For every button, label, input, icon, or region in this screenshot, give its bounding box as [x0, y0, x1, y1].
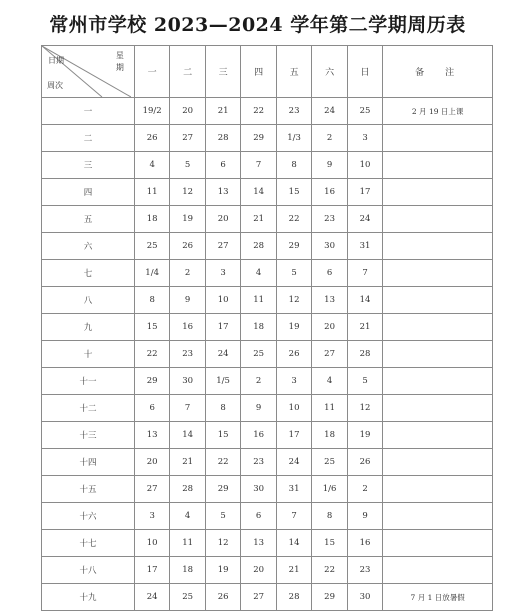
date-cell: 22: [241, 98, 276, 125]
date-cell: 28: [170, 476, 205, 503]
week-number-cell: 一: [42, 98, 135, 125]
date-cell: 11: [312, 395, 347, 422]
date-cell: 19: [205, 557, 240, 584]
table-row: [42, 395, 493, 422]
date-cell: 19: [276, 314, 311, 341]
note-cell: [383, 179, 493, 206]
date-cell: 25: [134, 233, 169, 260]
date-cell: 6: [134, 395, 169, 422]
date-cell: 24: [134, 584, 169, 611]
date-cell: 7: [347, 260, 382, 287]
note-cell: [383, 125, 493, 152]
date-cell: 23: [347, 557, 382, 584]
table-row: [42, 422, 493, 449]
date-cell: 8: [312, 503, 347, 530]
week-number-cell: 十六: [42, 503, 135, 530]
table-row: [42, 314, 493, 341]
page-title: 常州市学校 2023—2024 学年第二学期周历表: [49, 14, 466, 36]
date-cell: 25: [312, 449, 347, 476]
table-row: [42, 449, 493, 476]
table-row: [42, 260, 493, 287]
date-cell: 9: [241, 395, 276, 422]
date-cell: 17: [347, 179, 382, 206]
date-cell: 21: [241, 206, 276, 233]
date-cell: 15: [312, 530, 347, 557]
date-cell: 26: [170, 233, 205, 260]
table-row: [42, 179, 493, 206]
date-cell: 11: [241, 287, 276, 314]
date-cell: 19: [347, 422, 382, 449]
date-cell: 30: [312, 233, 347, 260]
date-cell: 26: [276, 341, 311, 368]
date-cell: 10: [205, 287, 240, 314]
date-cell: 25: [347, 98, 382, 125]
date-cell: 31: [347, 233, 382, 260]
date-cell: 21: [205, 98, 240, 125]
date-cell: 21: [347, 314, 382, 341]
date-cell: 2: [347, 476, 382, 503]
date-cell: 7: [276, 503, 311, 530]
date-cell: 30: [347, 584, 382, 611]
week-number-cell: 十一: [42, 368, 135, 395]
note-cell: [383, 503, 493, 530]
note-cell: [383, 233, 493, 260]
date-cell: 3: [276, 368, 311, 395]
date-cell: 24: [205, 341, 240, 368]
week-number-cell: 十五: [42, 476, 135, 503]
table-row: [42, 233, 493, 260]
note-cell: [383, 476, 493, 503]
date-cell: 2: [312, 125, 347, 152]
day-header-thu: 四: [241, 46, 276, 98]
date-cell: 11: [134, 179, 169, 206]
week-number-cell: 十九: [42, 584, 135, 611]
date-cell: 6: [241, 503, 276, 530]
date-cell: 8: [134, 287, 169, 314]
week-number-cell: 十七: [42, 530, 135, 557]
note-cell: [383, 449, 493, 476]
table-row: [42, 206, 493, 233]
date-cell: 3: [347, 125, 382, 152]
date-cell: 22: [312, 557, 347, 584]
date-cell: 22: [134, 341, 169, 368]
date-cell: 16: [241, 422, 276, 449]
date-cell: 10: [276, 395, 311, 422]
date-cell: 23: [241, 449, 276, 476]
week-number-cell: 九: [42, 314, 135, 341]
date-cell: 28: [205, 125, 240, 152]
date-cell: 20: [170, 98, 205, 125]
date-cell: 5: [205, 503, 240, 530]
week-number-cell: 四: [42, 179, 135, 206]
date-cell: 1/3: [276, 125, 311, 152]
date-cell: 21: [276, 557, 311, 584]
date-cell: 28: [347, 341, 382, 368]
day-header-sat: 六: [312, 46, 347, 98]
date-cell: 7: [170, 395, 205, 422]
day-header-sun: 日: [347, 46, 382, 98]
table-row: [42, 584, 493, 611]
calendar-body: [42, 98, 493, 611]
date-cell: 16: [312, 179, 347, 206]
date-cell: 12: [170, 179, 205, 206]
note-cell: [383, 314, 493, 341]
date-cell: 20: [134, 449, 169, 476]
date-cell: 3: [205, 260, 240, 287]
date-cell: 22: [276, 206, 311, 233]
date-cell: 23: [276, 98, 311, 125]
week-number-cell: 六: [42, 233, 135, 260]
table-row: [42, 368, 493, 395]
date-cell: 27: [170, 125, 205, 152]
date-cell: 13: [205, 179, 240, 206]
date-cell: 12: [276, 287, 311, 314]
date-cell: 20: [241, 557, 276, 584]
date-cell: 9: [170, 287, 205, 314]
table-row: [42, 152, 493, 179]
date-cell: 15: [276, 179, 311, 206]
week-number-cell: 十八: [42, 557, 135, 584]
table-row: [42, 503, 493, 530]
date-cell: 29: [312, 584, 347, 611]
week-number-cell: 十四: [42, 449, 135, 476]
date-cell: 3: [134, 503, 169, 530]
date-cell: 5: [347, 368, 382, 395]
table-row: [42, 287, 493, 314]
date-cell: 2: [241, 368, 276, 395]
table-row: [42, 476, 493, 503]
date-cell: 18: [312, 422, 347, 449]
date-cell: 30: [241, 476, 276, 503]
date-cell: 17: [276, 422, 311, 449]
date-cell: 13: [312, 287, 347, 314]
week-number-label: 周次: [47, 81, 63, 90]
date-cell: 28: [241, 233, 276, 260]
note-cell: [383, 368, 493, 395]
table-row: [42, 557, 493, 584]
date-cell: 11: [170, 530, 205, 557]
date-cell: 27: [134, 476, 169, 503]
table-row: [42, 341, 493, 368]
date-cell: 1/4: [134, 260, 169, 287]
date-cell: 6: [205, 152, 240, 179]
table-row: [42, 125, 493, 152]
corner-header-cell: [42, 46, 135, 98]
weekday-label-top: 星: [115, 51, 124, 60]
note-cell: [383, 152, 493, 179]
date-cell: 10: [347, 152, 382, 179]
note-cell: 2 月 19 日上课: [383, 98, 493, 125]
date-cell: 1/6: [312, 476, 347, 503]
week-number-cell: 十: [42, 341, 135, 368]
date-cell: 15: [134, 314, 169, 341]
date-cell: 13: [134, 422, 169, 449]
date-cell: 22: [205, 449, 240, 476]
day-header-tue: 二: [170, 46, 205, 98]
date-cell: 25: [170, 584, 205, 611]
date-cell: 29: [276, 233, 311, 260]
date-cell: 9: [312, 152, 347, 179]
weekday-label-bottom: 期: [115, 63, 124, 72]
date-cell: 14: [347, 287, 382, 314]
date-cell: 29: [134, 368, 169, 395]
date-cell: 18: [241, 314, 276, 341]
date-cell: 5: [276, 260, 311, 287]
note-cell: [383, 422, 493, 449]
week-number-cell: 三: [42, 152, 135, 179]
calendar-table: [41, 45, 493, 611]
day-header-mon: 一: [134, 46, 169, 98]
date-cell: 4: [241, 260, 276, 287]
date-cell: 24: [347, 206, 382, 233]
date-cell: 4: [312, 368, 347, 395]
week-number-cell: 七: [42, 260, 135, 287]
date-cell: 9: [347, 503, 382, 530]
date-cell: 8: [276, 152, 311, 179]
date-cell: 10: [134, 530, 169, 557]
date-cell: 24: [276, 449, 311, 476]
date-cell: 29: [205, 476, 240, 503]
notes-header: 备 注: [383, 46, 493, 98]
week-number-cell: 十三: [42, 422, 135, 449]
date-cell: 27: [241, 584, 276, 611]
date-cell: 27: [312, 341, 347, 368]
date-cell: 20: [205, 206, 240, 233]
date-label: 日期: [48, 56, 64, 65]
day-header-wed: 三: [205, 46, 240, 98]
note-cell: [383, 287, 493, 314]
date-cell: 18: [170, 557, 205, 584]
table-row: [42, 98, 493, 125]
date-cell: 14: [170, 422, 205, 449]
date-cell: 1/5: [205, 368, 240, 395]
note-cell: [383, 206, 493, 233]
date-cell: 14: [276, 530, 311, 557]
week-number-cell: 二: [42, 125, 135, 152]
date-cell: 12: [347, 395, 382, 422]
date-cell: 14: [241, 179, 276, 206]
date-cell: 26: [205, 584, 240, 611]
week-number-cell: 十二: [42, 395, 135, 422]
date-cell: 23: [170, 341, 205, 368]
day-header-fri: 五: [276, 46, 311, 98]
date-cell: 26: [134, 125, 169, 152]
date-cell: 8: [205, 395, 240, 422]
date-cell: 13: [241, 530, 276, 557]
date-cell: 4: [134, 152, 169, 179]
date-cell: 21: [170, 449, 205, 476]
date-cell: 27: [205, 233, 240, 260]
date-cell: 5: [170, 152, 205, 179]
date-cell: 7: [241, 152, 276, 179]
date-cell: 26: [347, 449, 382, 476]
date-cell: 18: [134, 206, 169, 233]
week-number-cell: 五: [42, 206, 135, 233]
date-cell: 16: [347, 530, 382, 557]
note-cell: 7 月 1 日放暑假: [383, 584, 493, 611]
date-cell: 20: [312, 314, 347, 341]
table-row: [42, 530, 493, 557]
note-cell: [383, 530, 493, 557]
date-cell: 6: [312, 260, 347, 287]
date-cell: 25: [241, 341, 276, 368]
date-cell: 15: [205, 422, 240, 449]
date-cell: 19: [170, 206, 205, 233]
note-cell: [383, 260, 493, 287]
date-cell: 16: [170, 314, 205, 341]
date-cell: 29: [241, 125, 276, 152]
date-cell: 19/2: [134, 98, 169, 125]
date-cell: 24: [312, 98, 347, 125]
date-cell: 28: [276, 584, 311, 611]
note-cell: [383, 341, 493, 368]
date-cell: 30: [170, 368, 205, 395]
week-number-cell: 八: [42, 287, 135, 314]
date-cell: 23: [312, 206, 347, 233]
note-cell: [383, 395, 493, 422]
date-cell: 4: [170, 503, 205, 530]
date-cell: 17: [134, 557, 169, 584]
date-cell: 12: [205, 530, 240, 557]
date-cell: 2: [170, 260, 205, 287]
date-cell: 17: [205, 314, 240, 341]
note-cell: [383, 557, 493, 584]
header-row: [42, 46, 493, 98]
date-cell: 31: [276, 476, 311, 503]
